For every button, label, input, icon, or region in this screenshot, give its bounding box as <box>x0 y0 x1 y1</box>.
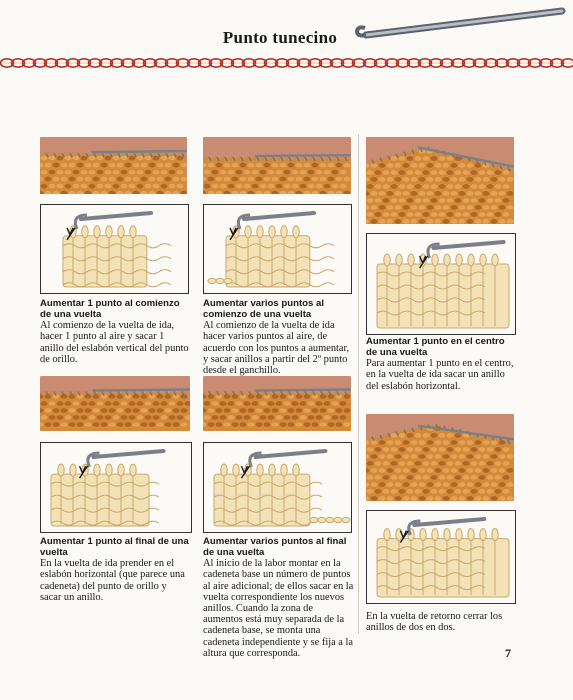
chain-border-icon <box>0 50 573 76</box>
stitch-diagram-increase-several-start <box>203 204 352 294</box>
knit-photo-increase-start <box>40 137 187 194</box>
crochet-hook-icon <box>352 2 573 50</box>
knit-photo-increase-several-end <box>203 376 351 431</box>
caption-increase-several-end <box>203 537 355 659</box>
knit-photo-return-row <box>366 414 514 501</box>
caption-title: Aumentar varios puntos al comienzo de una vuelta <box>203 298 325 320</box>
caption-increase-center <box>366 337 516 392</box>
caption-body: Al comienzo de la vuelta de ida hacer varios puntos al aire, de acuerdo con los puntos a aumentar, y sacar anillos a partir del 2º punto desde el ganchillo. <box>203 320 350 376</box>
stitch-diagram-increase-several-end <box>203 442 352 533</box>
stitch-diagram-increase-start <box>40 204 189 294</box>
caption-increase-several-start <box>203 299 353 376</box>
page-title: Punto tunecino <box>222 28 338 47</box>
stitch-diagram-increase-end <box>40 442 192 533</box>
caption-title: Aumentar varios puntos al final de una vuelta <box>203 536 347 558</box>
caption-increase-start <box>40 299 190 365</box>
stitch-diagram-return-row <box>366 510 516 604</box>
caption-return-row <box>366 611 516 633</box>
caption-body: En la vuelta de ida prender en el eslabón horizontal (que parece una cadeneta) del punto de orillo y sacar un anillo. <box>40 558 185 603</box>
column-divider <box>358 134 359 634</box>
knit-photo-increase-center <box>366 137 514 224</box>
caption-body: Al inicio de la labor montar en la cadeneta base un número de puntos al aire adicional; de ellos sacar en la vuelta correspondiente los nuevos anillos. Cuando la zona de aumentos está muy separada de la cadeneta base, se monta una cadeneta independiente y se fija a la altura que corresponda. <box>203 558 354 659</box>
page-number: 7 <box>505 646 511 660</box>
caption-body: Al comienzo de la vuelta de ida, hacer 1 punto al aire y sacar 1 anillo del eslabón vertical del punto de orillo. <box>40 320 189 365</box>
knit-photo-increase-several-start <box>203 137 351 194</box>
caption-title: Aumentar 1 punto en el centro de una vuelta <box>366 336 505 358</box>
caption-body: Para aumentar 1 punto en el centro, en la vuelta de ida sacar un anillo del eslabón horizontal. <box>366 358 514 392</box>
caption-title: Aumentar 1 punto al final de una vuelta <box>40 536 189 558</box>
caption-increase-end <box>40 537 190 603</box>
caption-title: Aumentar 1 punto al comienzo de una vuelta <box>40 298 180 320</box>
stitch-diagram-increase-center <box>366 233 516 335</box>
knit-photo-increase-end <box>40 376 190 431</box>
caption-body: En la vuelta de retorno cerrar los anillos de dos en dos. <box>366 611 503 634</box>
